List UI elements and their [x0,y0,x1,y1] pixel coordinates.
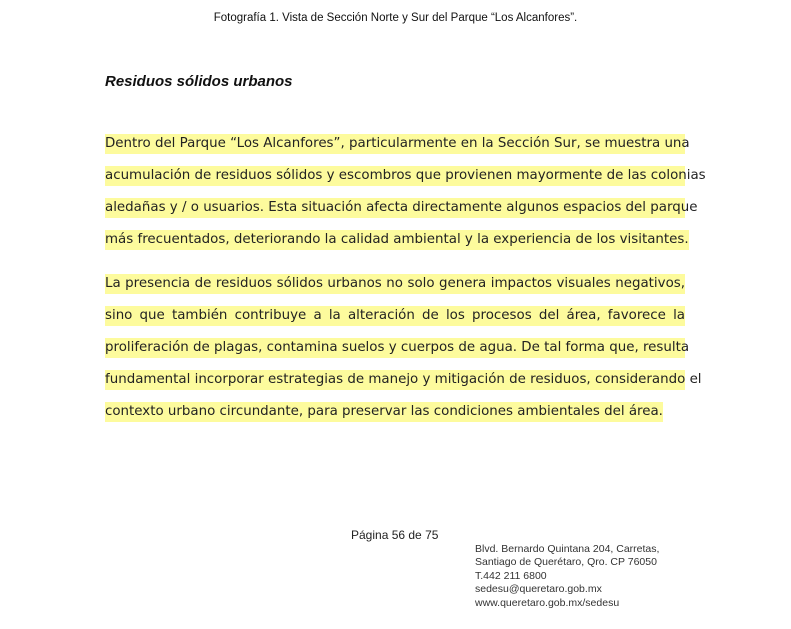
address-email: sedesu@queretaro.gob.mx [475,583,602,596]
highlighted-text: fundamental incorporar estrategias de manejo y mitigación de residuos, considerando el [105,370,685,390]
footer-address [475,543,659,610]
text-line [105,370,702,398]
text-line [105,198,698,226]
text-line [105,166,706,194]
text-line [105,306,685,334]
highlighted-text: sino que también contribuye a la alteración de los procesos del área, favorece la [105,306,685,326]
paragraph-residuos-acumulacion [105,130,706,254]
highlighted-text: proliferación de plagas, contamina suelos y cuerpos de agua. De tal forma que, resulta [105,338,685,358]
highlighted-text: aledañas y / o usuarios. Esta situación afecta directamente algunos espacios del parque [105,198,685,218]
address-website: www.queretaro.gob.mx/sedesu [475,596,620,609]
text-line [105,338,690,366]
highlighted-text: más frecuentados, deteriorando la calidad ambiental y la experiencia de los visitantes. [105,230,689,250]
section-heading: Residuos sólidos urbanos [105,73,293,90]
highlighted-text: La presencia de residuos sólidos urbanos no solo genera impactos visuales negativos, [105,274,685,294]
text-line [105,398,685,426]
highlighted-text: contexto urbano circundante, para preservar las condiciones ambientales del área. [105,402,663,422]
highlighted-text: acumulación de residuos sólidos y escombros que provienen mayormente de las colonias [105,166,685,186]
page-number: Página 56 de 75 [351,528,439,542]
address-city: Santiago de Querétaro, Qro. CP 76050 [475,556,657,569]
address-phone: T.442 211 6800 [475,569,547,582]
text-line [105,134,690,162]
text-line [105,274,685,302]
paragraph-residuos-impactos [105,270,702,426]
text-line [105,226,689,254]
highlighted-text: Dentro del Parque “Los Alcanfores”, particularmente en la Sección Sur, se muestra una [105,134,685,154]
photo-caption: Fotografía 1. Vista de Sección Norte y Sur del Parque “Los Alcanfores”. [213,12,578,24]
address-street: Blvd. Bernardo Quintana 204, Carretas, [475,543,660,555]
